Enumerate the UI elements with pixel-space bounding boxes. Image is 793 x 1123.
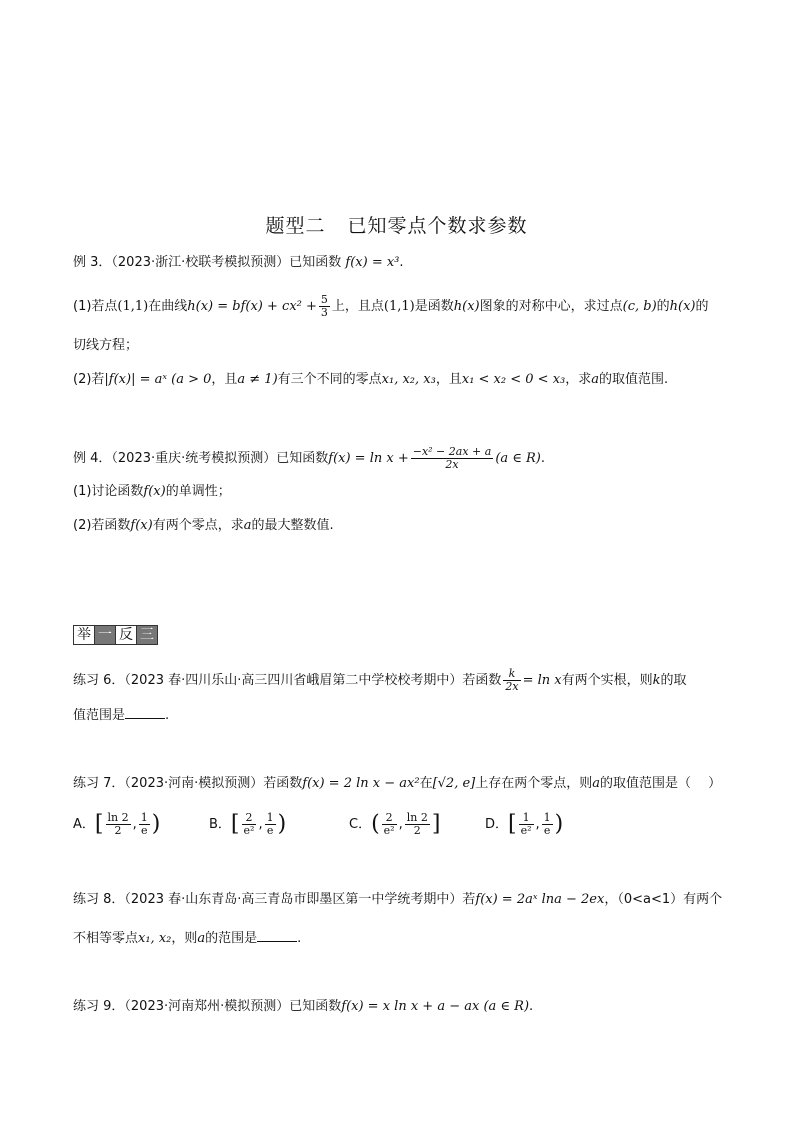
option-d[interactable]: D．[ $\frac{1}{\text{e²}}$ , $\frac{1}{e}$ ) [485,811,564,837]
practice-8: 练习 8．（2023 春·山东青岛·高三青岛市即墨区第一中学统考期中）若f(x) = 2aˣ lna − 2ex，（0<a<1）有两个 [73,892,723,907]
example-4-fraction: $\frac{\text{−x² − 2ax + a}}{2x}$ [412,445,492,471]
example-3-question-1: (1)若点(1,1)在曲线h(x) = bf(x) + cx² + $\frac{5}{3}$ 上，且点(1,1)是函数h(x)图象的对称中心，求过点(c, b)的h(x)的 [73,293,709,319]
section-title-part1: 题型二 [265,215,326,237]
badge-char-2: 一 [94,625,116,645]
practice-badge [73,625,157,645]
option-c[interactable]: C．( $\frac{2}{\text{e²}}$ , $\frac{\ln 2}{2}$ ] [349,811,441,837]
practice-6: 练习 6．（2023 春·四川乐山·高三四川省峨眉第二中学校校考期中）若函数 $\frac{k}{2x}$ = ln x有两个实根，则k的取 [73,667,687,693]
example-4-question-1: (1)讨论函数f(x)的单调性； [73,484,231,499]
section-title-part2: 已知零点个数求参数 [347,215,528,237]
option-a[interactable]: A．[ $\frac{\ln 2}{2}$ , $\frac{1}{e}$ ) [73,811,161,837]
example-4-heading: 例 4．（2023·重庆·统考模拟预测）已知函数f(x) = ln x + $\frac{\text{−x² − 2ax + a}}{2x}$ (a ∈ R). [73,445,546,471]
badge-char-1: 举 [73,625,95,645]
practice-8-line-2: 不相等零点x₁, x₂，则a的范围是 . [73,931,302,946]
option-b[interactable]: B．[ $\frac{2}{\text{e²}}$ , $\frac{1}{e}$ ) [209,811,287,837]
badge-char-4: 三 [136,625,158,645]
example-3-heading: 例 3．（2023·浙江·校联考模拟预测）已知函数 f(x) = x³. [73,255,404,270]
example-4-question-2: (2)若函数f(x)有两个零点，求a的最大整数值. [73,518,334,533]
badge-char-3: 反 [115,625,137,645]
fraction-5-3: $\frac{5}{3}$ [320,293,328,319]
practice-9: 练习 9．（2023·河南郑州·模拟预测）已知函数f(x) = x ln x + a − ax (a ∈ R). [73,999,534,1014]
answer-blank[interactable] [257,929,297,942]
answer-blank[interactable] [125,706,165,719]
practice-6-fraction: $\frac{k}{2x}$ [505,667,519,693]
example-3-function: f(x) = x³ [345,255,400,270]
example-3-question-1-line-2: 切线方程； [73,338,139,353]
example-3-question-2: (2)若|f(x)| = aˣ (a > 0，且a ≠ 1)有三个不同的零点x₁, x₂, x₃，且x₁ < x₂ < 0 < x₃，求a的取值范围. [73,372,669,387]
section-title [0,211,793,238]
practice-7: 练习 7．（2023·河南·模拟预测）若函数f(x) = 2 ln x − ax²在[√2, e]上存在两个零点，则a的取值范围是（ ） [73,776,722,791]
practice-6-line-2: 值范围是 . [73,708,170,723]
